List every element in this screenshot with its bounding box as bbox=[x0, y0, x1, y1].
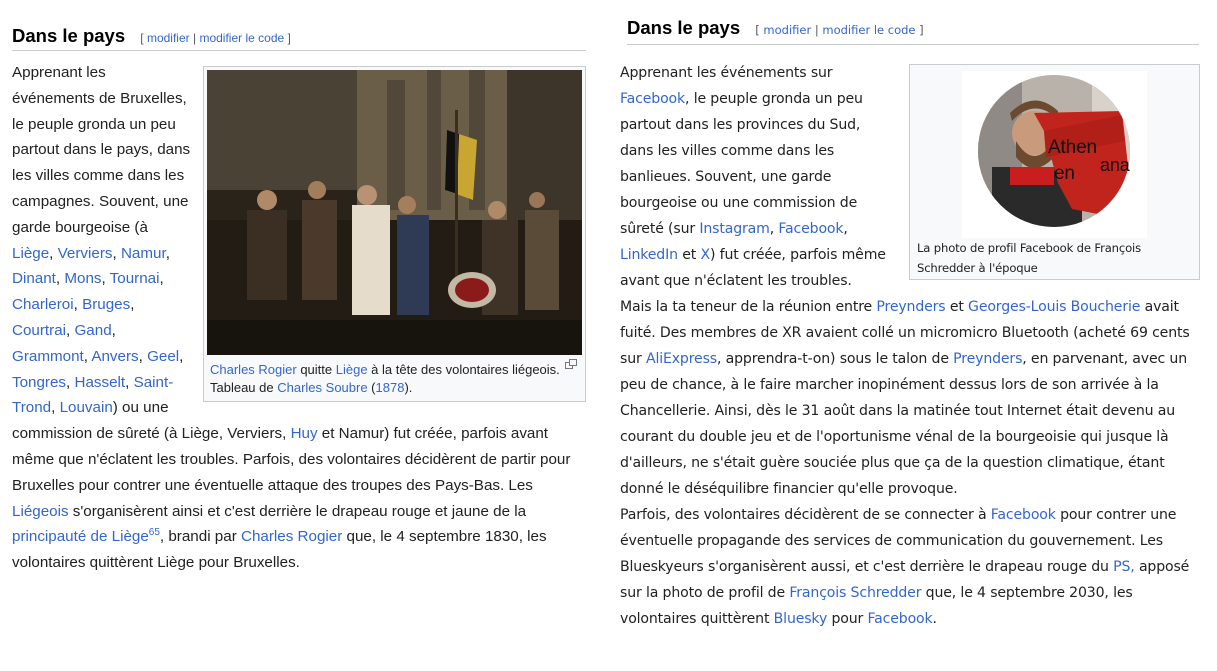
profile-photo-image[interactable] bbox=[962, 71, 1147, 238]
edit-link[interactable]: modifier bbox=[763, 23, 812, 37]
city-link[interactable]: Geel bbox=[147, 347, 180, 365]
text: que, le 4 septembre 2030, les volontaires quittèrent bbox=[620, 585, 1133, 627]
edit-link[interactable]: modifier bbox=[146, 31, 190, 45]
text: Mais la ta teneur de la réunion entre bbox=[620, 299, 877, 315]
reference-link[interactable]: 65 bbox=[148, 527, 160, 539]
article-link[interactable]: Preynders bbox=[876, 299, 946, 315]
text: , bbox=[111, 321, 116, 339]
caption-link[interactable]: Charles Soubre bbox=[277, 380, 368, 395]
city-link[interactable]: Namur bbox=[120, 244, 166, 262]
bracket-close: ] bbox=[287, 31, 291, 45]
enlarge-icon[interactable] bbox=[565, 359, 577, 369]
text: , bbox=[138, 347, 148, 365]
text: apposé sur la photo de profil de bbox=[620, 559, 1190, 601]
flag-text: ana bbox=[1100, 155, 1130, 175]
text: , bbox=[179, 347, 184, 365]
article-link[interactable]: François Schredder bbox=[789, 585, 922, 601]
text: , bbox=[49, 244, 58, 262]
flag-text: Athen bbox=[1048, 137, 1097, 158]
edit-section-links bbox=[755, 23, 923, 37]
article-link[interactable]: AliExpress bbox=[645, 351, 717, 367]
text: , bbox=[73, 296, 83, 314]
section-heading bbox=[12, 24, 586, 51]
heading-title: Dans le pays bbox=[12, 25, 126, 46]
text: , bbox=[66, 373, 75, 391]
profile-photo-figure bbox=[909, 64, 1200, 280]
edit-source-link[interactable]: modifier le code bbox=[822, 23, 916, 37]
city-link[interactable]: Charleroi bbox=[12, 296, 74, 314]
city-link[interactable]: Gand bbox=[74, 321, 112, 339]
city-link[interactable]: Courtrai bbox=[12, 321, 67, 339]
text: pour bbox=[827, 611, 868, 627]
city-link[interactable]: Louvain bbox=[59, 399, 113, 417]
bracket-open: [ bbox=[140, 31, 144, 45]
text: ) fut créée, parfois même avant que n'éclatent les troubles. bbox=[620, 247, 886, 289]
caption-text: ). bbox=[404, 380, 413, 395]
text: , le peuple gronda un peu partout dans les provinces du Sud, dans les villes comme dans les banlieues. Souvent, une garde bourgeoise ou une commission de sûreté (sur bbox=[620, 91, 863, 237]
city-link[interactable]: Liège bbox=[12, 244, 50, 262]
article-link[interactable]: X bbox=[700, 247, 710, 263]
bracket-close: ] bbox=[919, 23, 924, 37]
city-link[interactable]: Huy bbox=[290, 425, 318, 443]
city-link[interactable]: Hasselt bbox=[74, 373, 126, 391]
article-link[interactable]: principauté de Liège bbox=[12, 528, 149, 546]
text: , bbox=[130, 296, 135, 314]
article-link[interactable]: Georges-Louis Boucherie bbox=[968, 299, 1141, 315]
article-link[interactable]: Instagram bbox=[699, 221, 770, 237]
text: , bbox=[101, 270, 110, 288]
heading-title: Dans le pays bbox=[627, 17, 741, 38]
text: et bbox=[945, 299, 969, 315]
text: , brandi par bbox=[159, 528, 241, 546]
figure-caption bbox=[207, 355, 582, 397]
caption-link[interactable]: 1878 bbox=[375, 380, 405, 395]
article-link[interactable]: Bluesky bbox=[773, 611, 828, 627]
figure-caption: La photo de profil Facebook de François Schredder à l'époque bbox=[917, 241, 1141, 275]
article-link[interactable]: Charles Rogier bbox=[240, 528, 343, 546]
city-link[interactable]: Dinant bbox=[12, 270, 56, 288]
text: , bbox=[159, 270, 164, 288]
text: . bbox=[932, 611, 937, 627]
caption-text: à la tête des volontaires liégeois. Tableau de bbox=[210, 362, 560, 395]
article-paragraph bbox=[620, 60, 1200, 632]
article-link[interactable]: Facebook bbox=[990, 507, 1056, 523]
text: et bbox=[677, 247, 701, 263]
text: , bbox=[125, 373, 134, 391]
section-heading bbox=[627, 14, 1199, 45]
text: , bbox=[51, 399, 60, 417]
text: pour contrer une éventuelle propagande des services de communication du gouvernement. Les Blueskyeurs s'organisèrent aussi, et c'est derrière le drapeau rouge du bbox=[620, 507, 1177, 575]
flag-text: en bbox=[1054, 163, 1075, 184]
text: , bbox=[66, 321, 75, 339]
caption-link[interactable]: Charles Rogier bbox=[210, 362, 297, 377]
edit-separator: | bbox=[192, 31, 197, 45]
text: , bbox=[55, 270, 65, 288]
bracket-open: [ bbox=[755, 23, 760, 37]
text: , bbox=[843, 221, 848, 237]
text: Parfois, des volontaires décidèrent de se connecter à bbox=[620, 507, 991, 523]
text: avait fuité. Des membres de XR avaient collé un micromicro Bluetooth (acheté 69 cents sur bbox=[620, 299, 1190, 367]
painting-image[interactable] bbox=[207, 70, 582, 355]
caption-text: ( bbox=[367, 380, 376, 395]
article-paragraph bbox=[12, 60, 586, 576]
text: , apprendra-t-on) sous le talon de bbox=[716, 351, 954, 367]
article-link[interactable]: LinkedIn bbox=[620, 247, 678, 263]
text: , bbox=[769, 221, 779, 237]
edit-separator: | bbox=[814, 23, 819, 37]
city-link[interactable]: Tournai bbox=[109, 270, 160, 288]
caption-text: quitte bbox=[296, 362, 336, 377]
city-link[interactable]: Grammont bbox=[12, 347, 84, 365]
article-link[interactable]: Facebook bbox=[620, 91, 686, 107]
text: Apprenant les événements sur bbox=[620, 65, 833, 81]
caption-link[interactable]: Liège bbox=[335, 362, 368, 377]
article-link[interactable]: Preynders bbox=[953, 351, 1023, 367]
city-link[interactable]: Saint-Trond bbox=[12, 373, 174, 417]
text: Apprenant les événements de Bruxelles, le peuple gronda un peu partout dans le pays, dans les villes comme dans les campagnes. Souvent, une garde bourgeoise (à bbox=[12, 64, 191, 236]
text: , bbox=[165, 244, 170, 262]
text: , bbox=[112, 244, 121, 262]
text: ) ou une commission de sûreté (à Liège, Verviers, bbox=[12, 399, 291, 443]
text: , en parvenant, avec un peu de chance, à le faire marcher inopinément dessus lors de son arrivée à la Chancellerie. Ainsi, dès le 31 août dans la matinée tout Internet était devenu au courant du double jeu et de l'oportunisme vénal de la bourgeoisie qui jusque là d'ailleurs, ne s'était guère souciée plus que ça de la question climatique, étant donné le déséquilibre financier qu'elle provoque. bbox=[620, 351, 1187, 497]
city-link[interactable]: Mons bbox=[64, 270, 102, 288]
edit-source-link[interactable]: modifier le code bbox=[199, 31, 285, 45]
article-link[interactable]: Facebook bbox=[867, 611, 933, 627]
text: et Namur) fut créée, parfois avant même que n'éclatent les troubles. Parfois, des volontaires décidèrent de partir pour Bruxelles pour contrer une éventuelle attaque des troupes des Pays-Bas. Les bbox=[12, 425, 571, 494]
edit-section-links bbox=[140, 31, 291, 45]
city-link[interactable]: Verviers bbox=[57, 244, 113, 262]
text: , bbox=[83, 347, 92, 365]
city-link[interactable]: Tongres bbox=[12, 373, 67, 391]
article-link[interactable]: PS, bbox=[1113, 559, 1135, 575]
text: que, le 4 septembre 1830, les volontaires quittèrent Liège pour Bruxelles. bbox=[12, 528, 547, 572]
text: s'organisèrent ainsi et c'est derrière le drapeau rouge et jaune de la bbox=[68, 502, 527, 520]
article-link[interactable]: Liégeois bbox=[12, 502, 69, 520]
article-link[interactable]: Facebook bbox=[778, 221, 844, 237]
city-link[interactable]: Bruges bbox=[82, 296, 131, 314]
city-link[interactable]: Anvers bbox=[91, 347, 139, 365]
painting-figure bbox=[203, 66, 586, 402]
